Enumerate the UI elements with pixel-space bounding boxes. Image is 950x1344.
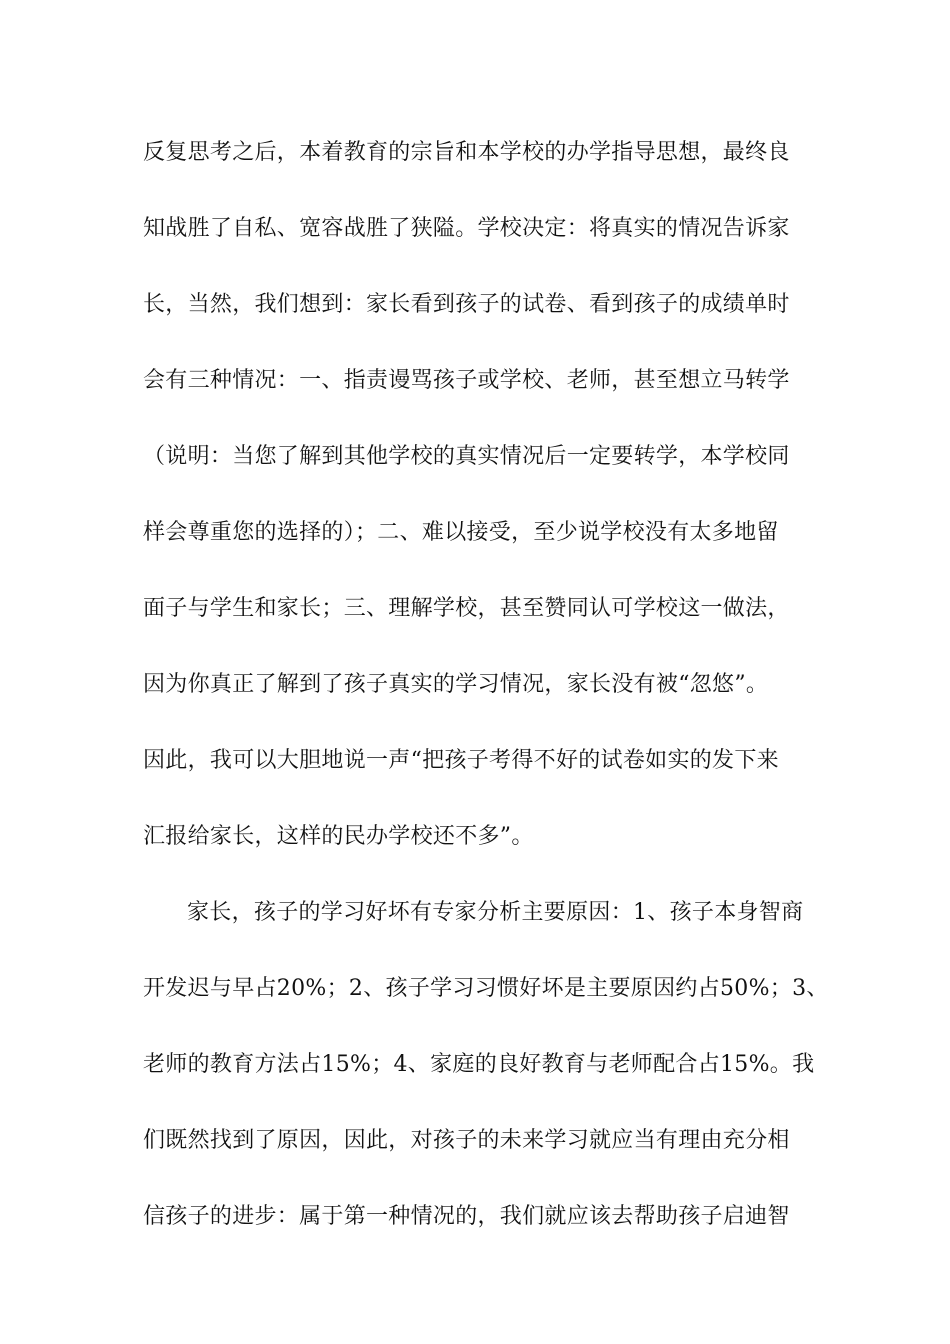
document-body xyxy=(143,133,829,1273)
text-line: 长，当然，我们想到：家长看到孩子的试卷、看到孩子的成绩单时 xyxy=(143,292,790,317)
text-line: 因此，我可以大胆地说一声“把孩子考得不好的试卷如实的发下来 xyxy=(143,748,779,773)
text-line: 汇报给家长，这样的民办学校还不多”。 xyxy=(143,824,534,849)
text-line: 老师的教育方法占15%；4、家庭的良好教育与老师配合占15%。我 xyxy=(143,1052,815,1077)
text-line: 信孩子的进步：属于第一种情况的，我们就应该去帮助孩子启迪智 xyxy=(143,1204,790,1229)
text-line: 因为你真正了解到了孩子真实的学习情况，家长没有被“忽悠”。 xyxy=(143,672,769,697)
paragraph-start-line: 家长，孩子的学习好坏有专家分析主要原因：1、孩子本身智商 xyxy=(187,900,804,925)
text-line: 们既然找到了原因，因此，对孩子的未来学习就应当有理由充分相 xyxy=(143,1128,790,1153)
text-line: （说明：当您了解到其他学校的真实情况后一定要转学，本学校同 xyxy=(143,444,790,469)
text-line: 会有三种情况：一、指责谩骂孩子或学校、老师，甚至想立马转学 xyxy=(143,368,790,393)
text-line: 开发迟与早占20%；2、孩子学习习惯好坏是主要原因约占50%；3、 xyxy=(143,976,829,1001)
text-line: 面子与学生和家长；三、理解学校，甚至赞同认可学校这一做法， xyxy=(143,596,790,621)
text-line: 知战胜了自私、宽容战胜了狭隘。学校决定：将真实的情况告诉家 xyxy=(143,216,790,241)
text-line: 反复思考之后，本着教育的宗旨和本学校的办学指导思想，最终良 xyxy=(143,140,790,165)
text-line: 样会尊重您的选择的）；二、难以接受，至少说学校没有太多地留 xyxy=(143,520,779,545)
